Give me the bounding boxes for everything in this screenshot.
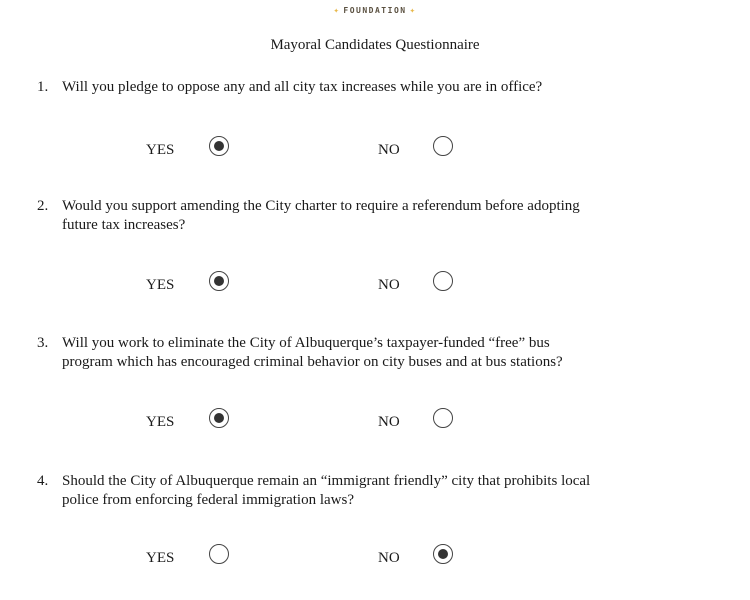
yes-label: YES — [146, 414, 175, 430]
question-4-answers — [0, 544, 750, 574]
question-text-line-1: Will you work to eliminate the City of Albuquerque’s taxpayer-funded “free” bus — [62, 335, 550, 351]
question-3-answers — [0, 408, 750, 438]
question-4-no-radio[interactable] — [433, 544, 453, 564]
document-title: Mayoral Candidates Questionnaire — [270, 37, 480, 53]
no-label: NO — [378, 550, 400, 566]
yes-label: YES — [146, 550, 175, 566]
no-label: NO — [378, 277, 400, 293]
question-text-line-2: police from enforcing federal immigration laws? — [62, 492, 354, 508]
question-number: 4. — [37, 473, 49, 489]
question-3-yes-radio[interactable] — [209, 408, 229, 428]
radio-dot — [438, 549, 448, 559]
question-4 — [37, 472, 687, 510]
question-2 — [37, 197, 687, 235]
yes-label: YES — [146, 142, 175, 158]
yes-label: YES — [146, 277, 175, 293]
question-text-line-1: Would you support amending the City charter to require a referendum before adopting — [62, 198, 580, 214]
question-1-no-radio[interactable] — [433, 136, 453, 156]
radio-dot — [214, 413, 224, 423]
logo-text: FOUNDATION — [343, 6, 407, 15]
question-2-yes-radio[interactable] — [209, 271, 229, 291]
question-text-line-2: program which has encouraged criminal behavior on city buses and at bus stations? — [62, 354, 563, 370]
question-1 — [37, 78, 687, 97]
question-number: 2. — [37, 198, 49, 214]
foundation-logo — [0, 6, 750, 16]
question-3 — [37, 334, 687, 372]
question-number: 3. — [37, 335, 49, 351]
question-1-answers — [0, 136, 750, 166]
no-label: NO — [378, 142, 400, 158]
question-4-yes-radio[interactable] — [209, 544, 229, 564]
question-text-line-2: future tax increases? — [62, 217, 186, 233]
question-1-yes-radio[interactable] — [209, 136, 229, 156]
star-icon: ✦ — [409, 6, 417, 16]
question-2-no-radio[interactable] — [433, 271, 453, 291]
question-number: 1. — [37, 79, 49, 95]
question-text-line-1: Will you pledge to oppose any and all city tax increases while you are in office? — [62, 79, 543, 95]
radio-dot — [214, 276, 224, 286]
question-text-line-1: Should the City of Albuquerque remain an “immigrant friendly” city that prohibits local — [62, 473, 591, 489]
no-label: NO — [378, 414, 400, 430]
radio-dot — [214, 141, 224, 151]
question-3-no-radio[interactable] — [433, 408, 453, 428]
question-2-answers — [0, 271, 750, 301]
star-icon: ✦ — [333, 6, 341, 16]
